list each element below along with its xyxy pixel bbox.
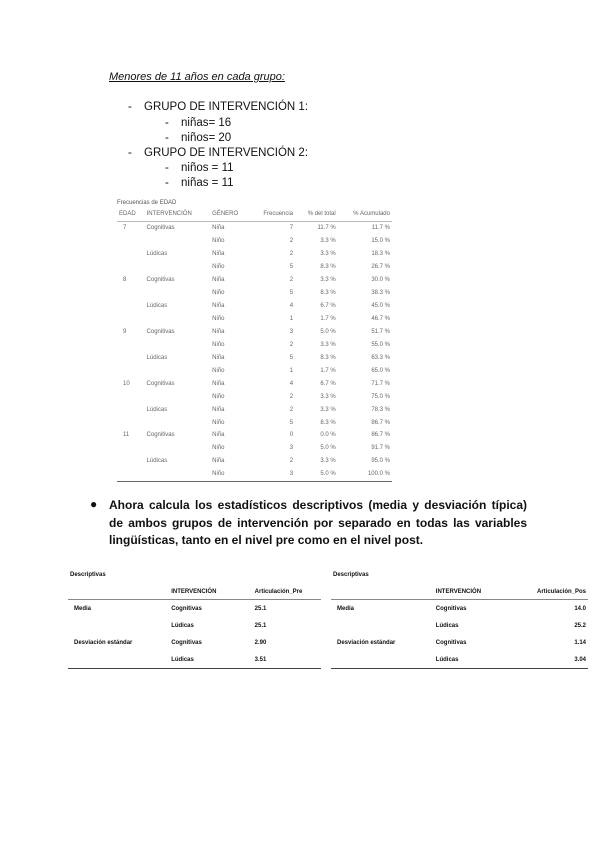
table-cell: [145, 261, 211, 274]
column-header: Articulación_Pos: [519, 587, 588, 600]
column-header: GÉNERO: [210, 209, 250, 222]
table-cell: [117, 442, 145, 455]
table-row: [117, 403, 392, 416]
table-cell: Media: [74, 605, 92, 612]
table-row: [68, 617, 321, 634]
table-cell: 3.3 %: [320, 251, 336, 258]
table-row: [117, 222, 392, 235]
table-cell: [331, 617, 434, 634]
frequency-table: [117, 209, 392, 482]
group-2-item-2: - niñas = 11: [165, 177, 234, 189]
table-cell: [117, 403, 145, 416]
table-cell: 3.3 %: [320, 277, 336, 284]
table-cell: 38.3 %: [371, 290, 390, 297]
column-header: [68, 587, 169, 600]
table-cell: 3.3 %: [320, 238, 336, 245]
section-heading: Menores de 11 años en cada grupo:: [109, 71, 285, 83]
table-cell: Cognitivas: [171, 639, 202, 646]
table-cell: 11.7 %: [317, 225, 336, 232]
column-header: EDAD: [117, 209, 145, 222]
column-header: Articulación_Pre: [253, 587, 321, 600]
table-cell: 7: [123, 225, 127, 232]
frequency-table-header: [117, 209, 392, 222]
instruction-paragraph: Ahora calcula los estadísticos descriptivos (media y desviación típica) de ambos grupos de intervención por separado en todas las variables lingüísticas, tanto en el nivel pre como en el nivel post.: [109, 498, 527, 547]
table-cell: 25.1: [254, 622, 267, 629]
table-cell: [331, 651, 434, 669]
table-cell: [117, 235, 145, 248]
table-cell: Lúdicas: [146, 458, 168, 465]
table-cell: Niño: [212, 238, 225, 245]
table-cell: 3.3 %: [320, 393, 336, 400]
table-cell: Cognitivas: [146, 432, 175, 439]
bullet-icon: ●: [90, 497, 98, 511]
table-cell: Niño: [212, 316, 225, 323]
table-cell: Lúdicas: [435, 622, 459, 629]
table-cell: Niña: [212, 328, 225, 335]
table-cell: 8.3 %: [320, 419, 336, 426]
table-row: [117, 351, 392, 364]
table-cell: Niño: [212, 367, 225, 374]
table-cell: 100.0 %: [338, 468, 392, 481]
table-cell: 95.0 %: [371, 458, 390, 465]
table-cell: Niña: [212, 225, 225, 232]
table-cell: Lúdicas: [146, 406, 168, 413]
table-cell: 1: [289, 316, 294, 323]
table-cell: Niño: [212, 393, 225, 400]
table-cell: 9: [123, 328, 127, 335]
table-cell: 1.7 %: [320, 316, 336, 323]
column-header: INTERVENCIÓN: [434, 587, 519, 600]
table-row: [117, 377, 392, 390]
table-row: [68, 600, 321, 618]
table-cell: [117, 248, 145, 261]
table-cell: 3.51: [253, 651, 321, 669]
table-row: [117, 313, 392, 326]
table-cell: [68, 617, 169, 634]
table-cell: Lúdicas: [146, 354, 168, 361]
table-row: [68, 651, 321, 669]
table-cell: 3.3 %: [320, 341, 336, 348]
table-cell: 11: [123, 432, 130, 439]
table-cell: Lúdicas: [434, 651, 519, 669]
table-cell: [145, 390, 211, 403]
table-cell: 8.3 %: [320, 290, 336, 297]
table-cell: 25.2: [574, 622, 586, 629]
table-cell: 2: [289, 238, 294, 245]
table-row: [117, 261, 392, 274]
group-1-item-1: - niñas= 16: [165, 117, 232, 129]
table-cell: Desviación estándar: [74, 639, 133, 646]
table-cell: Niño: [212, 290, 225, 297]
table-row: [117, 338, 392, 351]
table-cell: Cognitivas: [146, 277, 175, 284]
column-header: Frecuencia: [250, 209, 295, 222]
table-cell: 5.0 %: [295, 468, 338, 481]
descriptives-post-title: Descriptivas: [333, 572, 369, 578]
table-cell: [117, 364, 145, 377]
table-cell: 5.0 %: [320, 328, 336, 335]
table-cell: 3: [289, 328, 294, 335]
table-cell: 4: [289, 303, 294, 310]
table-cell: [117, 455, 145, 468]
table-row: [117, 326, 392, 339]
table-cell: Niña: [212, 303, 225, 310]
table-cell: [117, 468, 145, 481]
table-cell: 2: [289, 277, 294, 284]
table-cell: Media: [337, 605, 355, 612]
column-header: [331, 587, 434, 600]
column-header: % Acumulado: [338, 209, 392, 222]
table-cell: Cognitivas: [171, 605, 202, 612]
table-cell: 1.7 %: [320, 367, 336, 374]
table-cell: 2: [289, 251, 294, 258]
table-cell: 5: [289, 264, 294, 271]
table-cell: 11.7 %: [371, 225, 390, 232]
table-cell: 46.7 %: [371, 316, 390, 323]
table-cell: 6.7 %: [320, 380, 336, 387]
table-cell: 2: [289, 406, 294, 413]
table-cell: 3.3 %: [320, 458, 336, 465]
table-row: [117, 364, 392, 377]
table-cell: [145, 338, 211, 351]
table-cell: Niño: [212, 341, 225, 348]
table-cell: 55.0 %: [371, 341, 390, 348]
table-cell: Niño: [212, 445, 225, 452]
table-row: [117, 416, 392, 429]
table-cell: [68, 651, 169, 669]
table-cell: 2.90: [254, 639, 267, 646]
table-cell: 63.3 %: [371, 354, 390, 361]
table-cell: 1.14: [574, 639, 586, 646]
table-cell: Cognitivas: [435, 605, 467, 612]
table-row: [117, 390, 392, 403]
table-cell: Desviación estándar: [337, 639, 396, 646]
descriptives-pre-table: [68, 587, 321, 669]
table-cell: 5: [289, 290, 294, 297]
table-row: [68, 634, 321, 651]
column-header: % del total: [295, 209, 338, 222]
table-cell: [145, 468, 211, 481]
table-row: [117, 300, 392, 313]
table-cell: 5.0 %: [320, 445, 336, 452]
table-cell: 71.7 %: [371, 380, 390, 387]
table-cell: 86.7 %: [371, 419, 390, 426]
column-header: INTERVENCIÓN: [145, 209, 211, 222]
table-row: [331, 651, 588, 669]
group-1-label: - GRUPO DE INTERVENCIÓN 1:: [128, 101, 309, 113]
table-cell: Niña: [212, 406, 225, 413]
table-cell: Niña: [212, 458, 225, 465]
table-cell: [145, 287, 211, 300]
table-cell: 3.3 %: [320, 406, 336, 413]
column-header: INTERVENCIÓN: [169, 587, 252, 600]
table-cell: Cognitivas: [146, 380, 175, 387]
table-row: [331, 634, 588, 651]
table-cell: Niña: [212, 251, 225, 258]
table-cell: 5: [289, 419, 294, 426]
descriptives-header: [68, 587, 321, 600]
table-row: [117, 287, 392, 300]
table-cell: 0.0 %: [320, 432, 336, 439]
descriptives-header: [331, 587, 588, 600]
table-cell: 1: [289, 367, 294, 374]
table-cell: 2: [289, 458, 294, 465]
group-2-item-1: - niños = 11: [165, 162, 234, 174]
table-cell: 2: [289, 393, 294, 400]
table-cell: [145, 364, 211, 377]
table-cell: Cognitivas: [146, 328, 175, 335]
table-cell: Lúdicas: [146, 251, 168, 258]
table-cell: Niño: [212, 419, 225, 426]
table-cell: [145, 416, 211, 429]
table-cell: 15.0 %: [371, 238, 390, 245]
table-cell: 14.0: [574, 605, 586, 612]
table-cell: 2: [289, 341, 294, 348]
table-cell: 10: [123, 380, 130, 387]
table-cell: Lúdicas: [146, 303, 168, 310]
table-cell: 75.0 %: [371, 393, 390, 400]
table-cell: 3.04: [519, 651, 588, 669]
table-row: [117, 468, 392, 481]
table-cell: 65.0 %: [371, 367, 390, 374]
table-cell: [117, 390, 145, 403]
table-cell: [117, 338, 145, 351]
table-cell: Niña: [212, 277, 225, 284]
table-row: [117, 235, 392, 248]
table-cell: 45.0 %: [371, 303, 390, 310]
table-cell: 18.3 %: [371, 251, 390, 258]
table-cell: [145, 313, 211, 326]
table-cell: 5: [289, 354, 294, 361]
table-cell: Niño: [212, 264, 225, 271]
table-cell: Lúdicas: [171, 622, 194, 629]
table-cell: [117, 416, 145, 429]
table-row: [117, 455, 392, 468]
table-cell: Niño: [210, 468, 250, 481]
table-cell: 8: [123, 277, 127, 284]
table-cell: 91.7 %: [371, 445, 390, 452]
table-row: [331, 617, 588, 634]
table-cell: [145, 235, 211, 248]
table-cell: 8.3 %: [320, 264, 336, 271]
table-cell: Lúdicas: [169, 651, 252, 669]
table-row: [117, 274, 392, 287]
table-cell: Niña: [212, 432, 225, 439]
group-1-item-2: - niños= 20: [165, 132, 232, 144]
table-cell: 0: [289, 432, 294, 439]
table-cell: 8.3 %: [320, 354, 336, 361]
table-cell: 6.7 %: [320, 303, 336, 310]
table-cell: Niña: [212, 354, 225, 361]
table-cell: 4: [289, 380, 294, 387]
table-cell: 86.7 %: [371, 432, 390, 439]
table-cell: 3: [250, 468, 295, 481]
table-row: [117, 442, 392, 455]
table-row: [117, 248, 392, 261]
descriptives-pre-title: Descriptivas: [70, 572, 106, 578]
table-cell: Niña: [212, 380, 225, 387]
group-2-label: - GRUPO DE INTERVENCIÓN 2:: [128, 147, 309, 159]
frequency-table-title: Frecuencias de EDAD: [117, 200, 177, 206]
table-cell: Cognitivas: [435, 639, 467, 646]
table-cell: [117, 287, 145, 300]
table-row: [331, 600, 588, 618]
table-cell: [117, 351, 145, 364]
table-cell: 3: [289, 445, 294, 452]
table-row: [117, 429, 392, 442]
table-cell: [117, 300, 145, 313]
table-cell: 51.7 %: [371, 328, 390, 335]
table-cell: 78.3 %: [371, 406, 390, 413]
table-cell: 30.0 %: [371, 277, 390, 284]
table-cell: [117, 261, 145, 274]
table-cell: Cognitivas: [146, 225, 175, 232]
descriptives-post-table: [331, 587, 588, 669]
table-cell: 7: [289, 225, 294, 232]
table-cell: 26.7 %: [371, 264, 390, 271]
table-cell: [145, 442, 211, 455]
table-cell: [117, 313, 145, 326]
table-cell: 25.1: [254, 605, 267, 612]
